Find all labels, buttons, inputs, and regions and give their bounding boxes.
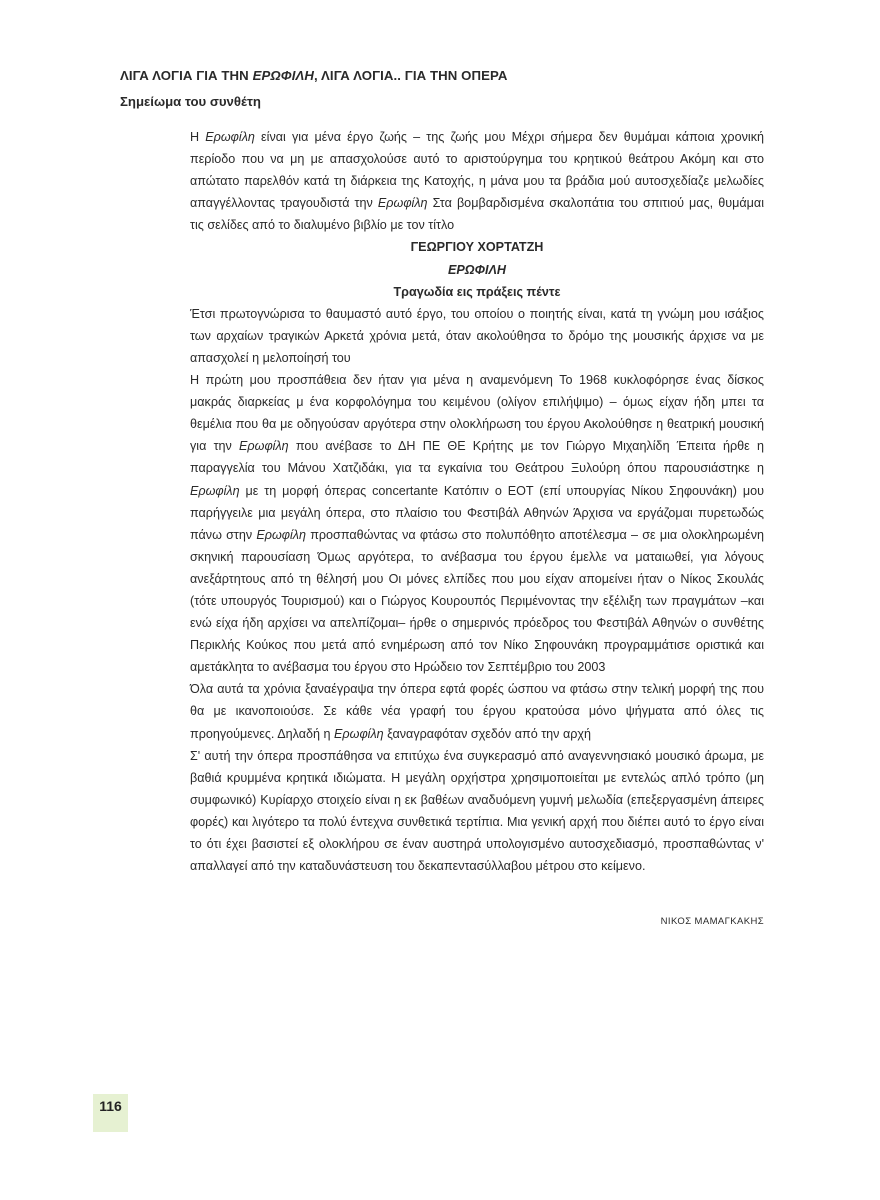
book-author: ΓΕΩΡΓΙΟΥ ΧΟΡΤΑΤΖΗ xyxy=(410,240,544,255)
emphasis-run: Ερωφίλη xyxy=(256,527,306,542)
title-part-em: ΕΡΩΦΙΛΗ xyxy=(252,68,314,83)
text-run: ξαναγραφόταν σχεδόν από την αρχή xyxy=(383,726,592,741)
text-run: Όλα αυτά τα χρόνια ξαναέγραψα την όπερα εφτά φορές ώσπου να φτάσω στην τελική μορφή της που θα με ικανοποιούσε. Σε κάθε νέα γραφή του έργου κρατούσα μόνο ψήγματα από όλες τις προηγούμενες. Δηλαδή η xyxy=(190,682,764,741)
title-part-a: ΛΙΓΑ ΛΟΓΙΑ ΓΙΑ ΤΗΝ xyxy=(120,68,253,83)
title-part-b: , ΛΙΓΑ ΛΟΓΙΑ.. ΓΙΑ ΤΗΝ ΟΠΕΡΑ xyxy=(314,68,508,83)
article-body xyxy=(190,126,764,877)
book-subtitle: Τραγωδία εις πράξεις πέντε xyxy=(393,284,561,299)
author-signature: ΝΙΚΟΣ ΜΑΜΑΓΚΑΚΗΣ xyxy=(660,916,764,927)
paragraph-4 xyxy=(190,678,764,744)
paragraph-1 xyxy=(190,126,764,236)
paragraph-2: Έτσι πρωτογνώρισα το θαυμαστό αυτό έργο, του οποίου ο ποιητής είναι, κατά τη γνώμη μου ισάξιος των αρχαίων τραγικών Αρκετά χρόνια μετά, όταν ακολούθησα το δρόμο της μουσικής άρχισε να με απασχολεί η μελοποίησή του xyxy=(190,306,764,365)
text-run: που ανέβασε το ΔΗ ΠΕ ΘΕ Κρήτης με τον Γιώργο Μιχαηλίδη Έπειτα ήρθε η παραγγελία του Μάνου Χατζιδάκι, για τα εγκαίνια του Θεάτρου Ξυλούρη όπου παρουσιάστηκε η xyxy=(190,439,764,476)
book-title: ΕΡΩΦΙΛΗ xyxy=(448,262,506,277)
text-run: Η πρώτη μου προσπάθεια δεν ήταν για μένα η αναμενόμενη Το 1968 κυκλοφόρησε ένας δίσκος μακράς διαρκείας μ ένα κορφολόγημα του κειμένου (ολίγον επιλήψιμο) – όμως είχαν ήδη μπει τα θεμέλια που θα με οδηγούσαν αργότερα στην ολοκλήρωση του έργου Ακολούθησε η θεατρική μουσική για την xyxy=(190,373,764,454)
emphasis-run: Ερωφίλη xyxy=(205,130,255,144)
text-run: προσπαθώντας να φτάσω στο πολυπόθητο αποτέλεσμα – σε μια ολοκληρωμένη σκηνική παρουσίαση Όμως αργότερα, το ανέβασμα του έργου έμελλε να ματαιωθεί, για λόγους ανεξάρτητους από τη θέλησή μου Οι μόνες ελπίδες που μου είχαν απομείνει ήταν ο Νίκος Σκουλάς (τότε υπουργός Τουρισμού) και ο Γιώργος Κουρουπός Περιμένοντας την εξέλιξη των πραγμάτων –και ενώ είχα ήδη αρχίσει να απελπίζομαι– ήρθε ο σημερινός πρόεδρος του Φεστιβάλ Αθηνών ο συνθέτης Περικλής Κούκος που μετά από ενημέρωση από τον Νίκο Σηφουνάκη προγραμμάτισε οριστικά και αμετάκλητα το ανέβασμα του έργου στο Ηρώδειο τον Σεπτέμβριο του 2003 xyxy=(190,527,764,675)
emphasis-run: Ερωφίλη xyxy=(377,196,428,211)
emphasis-run: Ερωφίλη xyxy=(190,483,240,498)
emphasis-run: Ερωφίλη xyxy=(239,439,289,454)
text-run: Στα βομβαρδισμένα σκαλοπάτια του σπιτιού μας, θυμάμαι τις σελίδες από το διαλυμένο βιβλίο με τον τίτλο xyxy=(190,196,764,233)
text-run: είναι για μένα έργο ζωής – της ζωής μου Μέχρι σήμερα δεν θυμάμαι κάποια χρονική περίοδο που να μη με απασχολούσε αυτό το αριστούργημα του κρητικού θεάτρου Ακόμη και στο απώτατο παρελθόν κατά τη διάρκεια της Κατοχής, η μάνα μου τα βράδια μού αυτοσχεδίαζε μελωδίες απαγγέλλοντας τραγουδιστά την xyxy=(190,130,765,211)
page-number: 116 xyxy=(93,1094,128,1132)
paragraph-5: Σ' αυτή την όπερα προσπάθησα να επιτύχω ένα συγκερασμό από αναγεννησιακό μουσικό άρωμα, με βαθιά κρυμμένα κρητικά ιδιώματα. Η μεγάλη ορχήστρα χρησιμοποιείται με εντελώς απλό τρόπο (μη συμφωνικό) Κυρίαρχο στοιχείο είναι η εκ βαθέων αναδυόμενη γυμνή μελωδία (επεξεργασμένη άπειρες φορές) και λιγότερο τα πολύ έντεχνα συνθετικά τερτίπια. Μια γενική αρχή που διέπει αυτό το έργο είναι το ότι έχει βασιστεί εξ ολοκλήρου σε έναν αυστηρά υπολογισμένο αυτοσχεδιασμό, προσπαθώντας ν' απαλλαγεί από την καταδυνάστευση του δεκαπεντασύλλαβου μέτρου στο κείμενο. xyxy=(190,748,764,874)
page-title xyxy=(120,68,508,83)
page-subtitle: Σημείωμα του συνθέτη xyxy=(120,94,261,109)
text-run: Η xyxy=(190,130,206,144)
emphasis-run: Ερωφίλη xyxy=(334,726,384,741)
paragraph-3 xyxy=(190,369,764,678)
text-run: με τη μορφή όπερας concertante Κατόπιν ο ΕΟΤ (επί υπουργίας Νίκου Σηφουνάκη) μου παρήγγειλε μια μεγάλη όπερα, στο πλαίσιο του Φεστιβάλ Αθηνών Άρχισα να εργάζομαι πυρετωδώς πάνω στην xyxy=(190,483,764,542)
